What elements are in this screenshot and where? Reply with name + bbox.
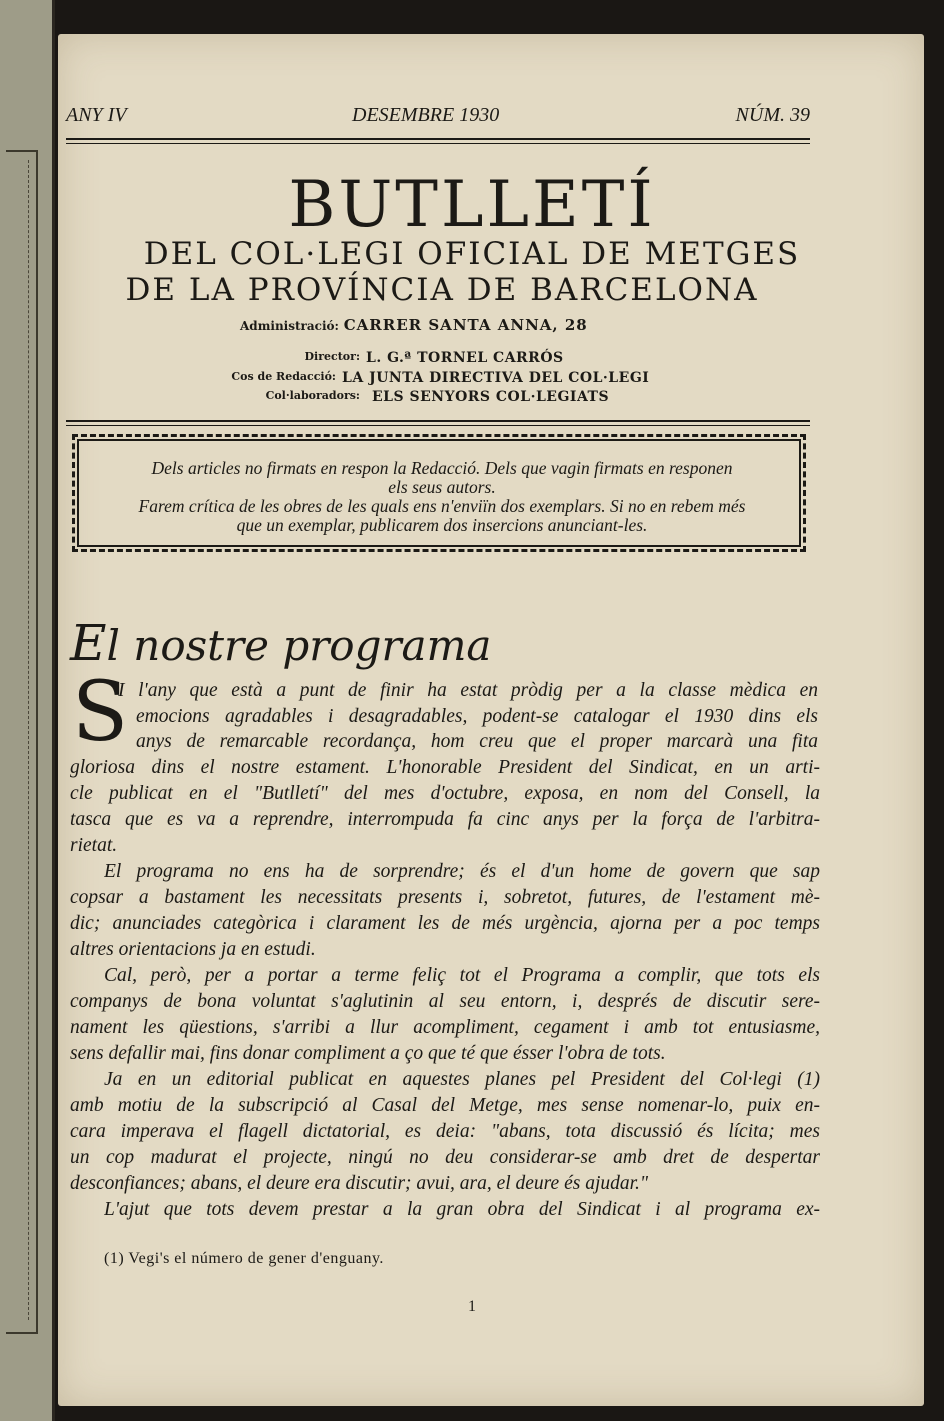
issue-number: NÚM. 39 [735,104,810,126]
article-line: desconfiances; abans, el deure era discutir; avui, ara, el deure és ajudar." [70,1173,649,1194]
director-value: L. G.ª TORNEL CARRÓS [366,350,564,366]
page-number: 1 [468,1298,476,1315]
article-line: rietat. [70,835,118,856]
article-line: El programa no ens ha de sorprendre; és el d'un home de govern que sap [104,861,820,882]
article-title-rest: l nostre programa [106,621,492,670]
header-rule [66,138,810,144]
article-line: gloriosa dins el nostre estament. L'honorable President del Sindicat, en un arti- [70,757,820,778]
article-line: dic; anunciades categòrica i clarament les de més urgència, ajorna per a poc temps [70,913,820,934]
issue-date: DESEMBRE 1930 [352,104,500,126]
article-title-initial: E [70,614,107,672]
article-title [70,614,491,672]
article-line: altres orientacions ja en estudi. [70,939,316,960]
collaborators-label: Col·laboradors: [265,389,360,402]
article-line: un cop madurat el projecte, ningú no deu considerar-se amb dret de despertar [70,1147,820,1168]
article-line: I l'any que està a punt de finir ha estat pròdig per a la classe mèdica en [118,680,818,701]
article-line: tasca que es va a reprendre, interrompuda fa cinc anys per la força de l'arbitra- [70,809,820,830]
editorial-notice [75,459,809,535]
article-line: Cal, però, per a portar a terme feliç tot el Programa a complir, que tots els [104,965,820,986]
volume-label: ANY IV [66,104,127,126]
notice-line: els seus autors. [388,477,496,497]
issue-header [66,104,810,134]
article-line: copsar a bastament les necessitats presents i, sobretot, futures, de l'estament mè- [70,887,820,908]
editorial-label: Cos de Redacció: [231,370,336,383]
article-line: emocions agradables i desagradables, podent-se catalogar el 1930 dins els [136,706,818,727]
article-line: cara imperava el flagell dictatorial, es deia: "abans, tota discussió és lícita; mes [70,1121,820,1142]
footnote: (1) Vegi's el número de gener d'enguany. [104,1250,384,1267]
editorial-notice-box [72,434,806,552]
facing-page-border-inner [6,160,29,1320]
drop-cap: S [72,665,129,760]
administration-value: CARRER SANTA ANNA, 28 [343,316,588,334]
article-line: cle publicat en el "Butlletí" del mes d'octubre, exposa, en nom del Consell, la [70,783,820,804]
editorial-value: LA JUNTA DIRECTIVA DEL COL·LEGI [342,370,650,386]
article-line: anys de remarcable recordança, hom creu que el proper marcarà una fita [136,731,818,752]
notice-line: Dels articles no firmats en respon la Redacció. Dels que vagin firmats en responen [151,458,733,478]
administration-label: Administració: [240,319,339,333]
masthead-subtitle-1: DEL COL·LEGI OFICIAL DE METGES [143,236,801,272]
masthead-title: BUTLLETÍ [288,168,656,242]
notice-line: Farem crítica de les obres de les quals ens n'enviïn dos exemplars. Si no en rebem més [138,496,746,516]
article-line: nament les qüestions, s'arribi a llur acompliment, cegament i amb tot entusiasme, [70,1017,820,1038]
article-line: Ja en un editorial publicat en aquestes planes pel President del Col·legi (1) [104,1069,820,1090]
administration-line [240,316,588,334]
notice-line: que un exemplar, publicarem dos insercions anunciant-les. [236,515,648,535]
article-line: L'ajut que tots devem prestar a la gran obra del Sindicat i al programa ex- [104,1199,820,1220]
masthead-rule [66,420,810,426]
article-line: amb motiu de la subscripció al Casal del Metge, mes sense nomenar-lo, puix en- [70,1095,820,1116]
masthead-subtitle-2: DE LA PROVÍNCIA DE BARCELONA [125,272,759,308]
collaborators-value: ELS SENYORS COL·LEGIATS [372,389,610,405]
article-line: companys de bona voluntat s'aglutinin al seu entorn, i, després de discutir sere- [70,991,820,1012]
article-line: sens defallir mai, fins donar compliment a ço que té que ésser l'obra de tots. [70,1043,666,1064]
director-label: Director: [304,350,360,363]
